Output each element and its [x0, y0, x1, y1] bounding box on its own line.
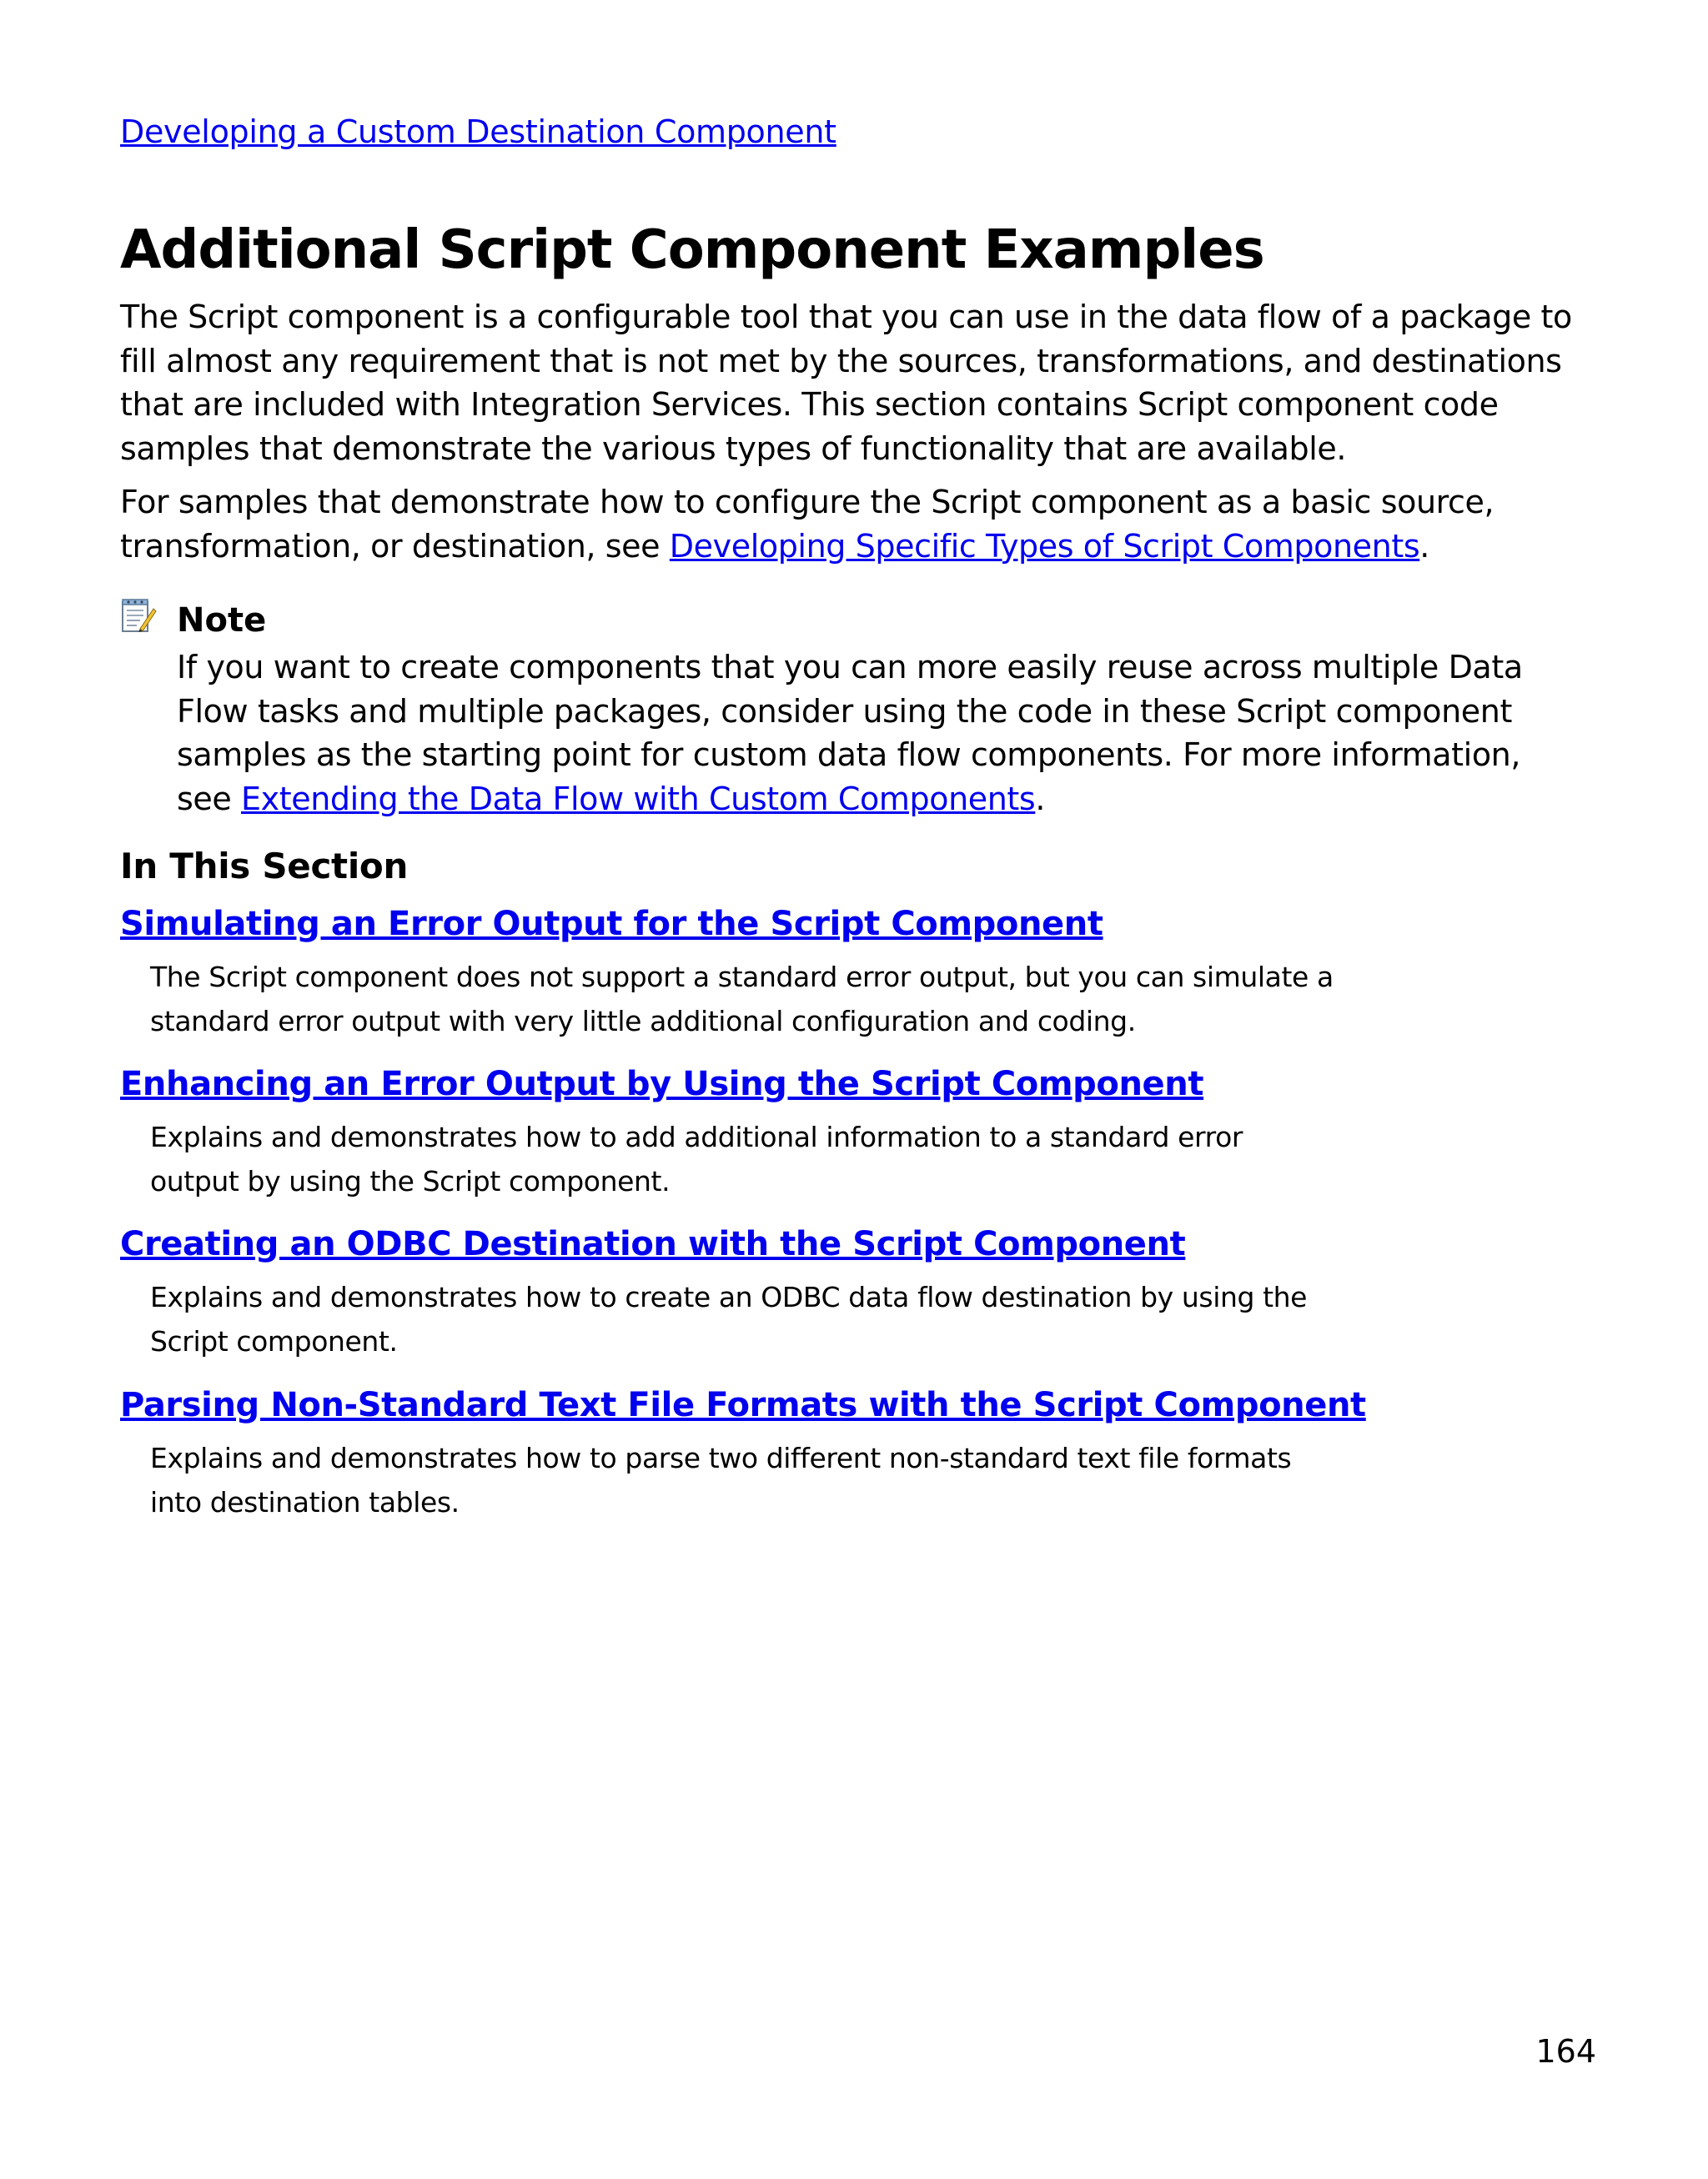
entry-title-enhancing-error-output[interactable]: Enhancing an Error Output by Using the Script Component	[120, 1065, 1204, 1103]
specific-types-link[interactable]: Developing Specific Types of Script Components	[669, 527, 1420, 565]
note-label: Note	[177, 601, 267, 640]
note-text-end: .	[1035, 780, 1046, 817]
note-pad-icon	[120, 597, 157, 634]
intro-paragraph-1: The Script component is a configurable tool that you can use in the data flow of a package to fill almost any requirement that is not met by the sources, transformations, and destinations that are included with Integration Services. This section contains Script component code samples that demonstrate the various types of functionality that are available.	[120, 299, 1572, 467]
entry-title-parsing-text-formats[interactable]: Parsing Non-Standard Text File Formats with the Script Component	[120, 1386, 1366, 1424]
page-title: Additional Script Component Examples	[120, 219, 1264, 281]
entry-description: Explains and demonstrates how to add additional information to a standard error output by using the Script component.	[150, 1121, 1243, 1197]
note-body	[177, 645, 1545, 821]
entry-title-odbc-destination[interactable]: Creating an ODBC Destination with the Script Component	[120, 1225, 1186, 1263]
note-text: If you want to create components that you can more easily reuse across multiple Data Flow tasks and multiple packages, consider using the code in these Script component samples as the starting point for custom data flow components. For more information, see	[177, 649, 1523, 817]
entry-description: The Script component does not support a standard error output, but you can simulate a standard error output with very little additional configuration and coding.	[150, 961, 1334, 1037]
entry-description: Explains and demonstrates how to parse two different non-standard text file formats into destination tables.	[150, 1442, 1292, 1519]
intro-paragraph-2	[120, 480, 1605, 568]
entry-title-simulating-error-output[interactable]: Simulating an Error Output for the Script Component	[120, 905, 1103, 943]
breadcrumb-link[interactable]: Developing a Custom Destination Component	[120, 113, 836, 150]
entry-description: Explains and demonstrates how to create an ODBC data flow destination by using the Script component.	[150, 1281, 1308, 1358]
extending-data-flow-link[interactable]: Extending the Data Flow with Custom Components	[241, 780, 1036, 817]
intro-paragraph-2-end: .	[1419, 527, 1429, 565]
intro-paragraph-2-text: For samples that demonstrate how to configure the Script component as a basic source, transformation, or destination, see	[120, 484, 1494, 565]
page-number: 164	[1535, 2033, 1596, 2070]
section-heading: In This Section	[120, 846, 409, 886]
